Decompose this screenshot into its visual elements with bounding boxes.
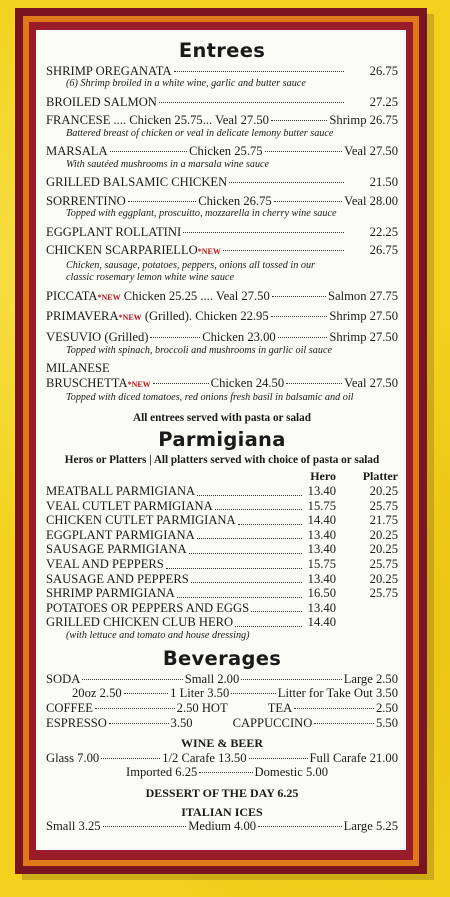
- leader-dots: [150, 337, 200, 338]
- menu-item-primavera: [46, 309, 398, 326]
- leader-dots: [294, 708, 374, 709]
- leader-dots: [258, 826, 342, 827]
- leader-dots: [101, 758, 160, 759]
- new-badge: *NEW: [97, 292, 121, 302]
- menu-item-espresso-cappuccino: [46, 716, 398, 731]
- item-price-veal: Veal 28.00: [344, 193, 399, 208]
- item-description: With sautéed mushrooms in a marsala wine sauce: [66, 158, 270, 170]
- hero-price: 13.40: [307, 600, 336, 615]
- menu-item-vesuvio: [46, 330, 398, 345]
- item-name: EGGPLANT ROLLATINI: [46, 224, 182, 239]
- cappuccino-price: 5.50: [375, 715, 398, 730]
- hero-price: 13.40: [307, 571, 336, 586]
- item-name: BRUSCHETTA: [46, 375, 128, 390]
- soda-20oz: 20oz 2.50: [72, 686, 122, 701]
- item-name: CHICKEN SCARPARIELLO: [46, 243, 198, 258]
- platter-price: 21.75: [369, 513, 398, 528]
- item-description: Chicken, sausage, potatoes, peppers, onions all tossed in our classic rosemary lemon white wine sauce: [66, 259, 316, 284]
- leader-dots: [191, 569, 302, 584]
- item-name-line1: MILANESE: [46, 360, 110, 375]
- leader-dots: [271, 316, 328, 317]
- hero-price: 15.75: [307, 498, 336, 513]
- parmigiana-row: [46, 601, 398, 616]
- leader-dots: [82, 679, 182, 680]
- leader-dots: [249, 758, 308, 759]
- hero-price: 15.75: [307, 556, 336, 571]
- item-price: 21.50: [369, 175, 398, 190]
- item-name: GRILLED BALSAMIC CHICKEN: [46, 175, 228, 190]
- item-price: 26.75: [369, 63, 398, 78]
- leader-dots: [265, 151, 343, 152]
- item-name: SORRENTINO: [46, 193, 126, 208]
- platter-price: 25.75: [369, 498, 398, 513]
- platter-price: 20.25: [369, 483, 398, 498]
- leader-dots: [153, 383, 209, 384]
- beer-imported: Imported 6.25: [126, 765, 198, 780]
- dessert-of-the-day: DESSERT OF THE DAY 6.25: [145, 786, 299, 801]
- leader-dots: [159, 102, 344, 103]
- item-price-chicken: Chicken 24.50: [210, 375, 285, 390]
- platter-price: 20.25: [369, 571, 398, 586]
- menu-item-francese: [46, 113, 398, 128]
- menu-item-marsala: [46, 144, 398, 159]
- leader-dots: [166, 554, 302, 569]
- item-description: (6) Shrimp broiled in a white wine, garlic and butter sauce: [66, 78, 306, 90]
- leader-dots: [95, 708, 175, 709]
- parmigiana-row: [46, 499, 398, 514]
- coffee-price: 2.50 HOT: [176, 701, 228, 716]
- item-name: POTATOES OR PEPPERS AND EGGS: [46, 600, 250, 615]
- hero-price: 14.40: [307, 513, 336, 528]
- item-name: BROILED SALMON: [46, 94, 157, 109]
- soda-1-liter: 1 Liter 3.50: [170, 686, 230, 701]
- wine-beer-title: WINE & BEER: [180, 736, 263, 751]
- parmigiana-row: [46, 615, 398, 630]
- item-price-mid: Chicken 25.25 .... Veal 27.50: [123, 288, 270, 303]
- item-name: PRIMAVERA: [46, 309, 119, 324]
- beverages-title: Beverages: [162, 647, 282, 671]
- soda-take-out: Litter for Take Out 3.50: [277, 686, 398, 701]
- menu-item-soda: [46, 672, 398, 687]
- leader-dots: [229, 182, 343, 183]
- new-badge: *NEW: [197, 247, 221, 257]
- wine-carafe-row: [46, 751, 398, 766]
- item-name: MARSALA: [46, 144, 108, 159]
- platter-price: 20.25: [369, 527, 398, 542]
- item-name: VEAL CUTLET PARMIGIANA: [46, 498, 213, 513]
- item-name: SHRIMP PARMIGIANA: [46, 586, 175, 601]
- item-name: MEATBALL PARMIGIANA: [46, 483, 196, 498]
- hero-price: 13.40: [307, 483, 336, 498]
- leader-dots: [286, 383, 342, 384]
- hero-price: 13.40: [307, 542, 336, 557]
- item-price: 22.25: [369, 224, 398, 239]
- new-badge: *NEW: [118, 313, 142, 323]
- leader-dots: [128, 201, 196, 202]
- item-name: CHICKEN CUTLET PARMIGIANA: [46, 513, 236, 528]
- menu-item-coffee-tea: [46, 701, 398, 716]
- leader-dots: [109, 723, 169, 724]
- column-platter: Platter: [362, 469, 398, 484]
- item-name: PICCATA: [46, 288, 98, 303]
- hero-price: 13.40: [307, 527, 336, 542]
- hero-price: 14.40: [307, 615, 336, 630]
- leader-dots: [241, 679, 341, 680]
- cappuccino-name: CAPPUCCINO: [232, 715, 313, 730]
- leader-dots: [278, 337, 328, 338]
- item-name: EGGPLANT PARMIGIANA: [46, 527, 195, 542]
- item-name: VEAL AND PEPPERS: [46, 556, 164, 571]
- tea-price: 2.50: [375, 701, 398, 716]
- leader-dots: [223, 250, 344, 251]
- menu-item-piccata: [46, 289, 398, 306]
- menu-item-soda-sizes: [46, 686, 398, 701]
- leader-dots: [183, 232, 344, 233]
- leader-dots: [251, 598, 302, 613]
- espresso-name: ESPRESSO: [46, 715, 107, 730]
- leader-dots: [124, 693, 168, 694]
- menu-item-broiled-salmon: [46, 95, 398, 110]
- parmigiana-list: [46, 484, 398, 630]
- leader-dots: [197, 481, 302, 496]
- menu-item-milanese-bruschetta: [46, 376, 398, 393]
- leader-dots: [199, 772, 252, 773]
- item-name: VESUVIO (Grilled): [46, 329, 149, 344]
- parmigiana-name-cell: [46, 615, 304, 630]
- beer-domestic: Domestic 5.00: [254, 765, 328, 780]
- entrees-note: All entrees served with pasta or salad: [133, 411, 311, 424]
- menu-item-shrimp-oreganata: [46, 64, 398, 79]
- item-name: FRANCESE .... Chicken 25.75... Veal 27.50: [46, 113, 269, 128]
- leader-dots: [103, 826, 187, 827]
- item-description: Topped with spinach, broccoli and mushrooms in garlic oil sauce: [66, 344, 333, 356]
- menu-item-grilled-balsamic-chicken: [46, 175, 398, 190]
- leader-dots: [235, 612, 302, 627]
- item-price: Shrimp 27.50: [329, 329, 398, 344]
- ices-medium: Medium 4.00: [188, 819, 257, 834]
- beer-row: [46, 765, 398, 780]
- menu-item-sorrentino: [46, 194, 398, 209]
- tea-name: TEA: [267, 701, 293, 716]
- menu-content: [46, 40, 398, 834]
- leader-dots: [174, 71, 344, 72]
- wine-half-carafe: 1/2 Carafe 13.50: [162, 750, 247, 765]
- italian-ices-row: [46, 819, 398, 834]
- platter-price: 25.75: [369, 556, 398, 571]
- parmigiana-title: Parmigiana: [158, 428, 286, 452]
- item-description: Topped with eggplant, proscuitto, mozzarella in cherry wine sauce: [66, 208, 337, 220]
- column-hero: Hero: [310, 469, 336, 484]
- entrees-title: Entrees: [178, 39, 266, 62]
- item-price: 26.75: [369, 243, 398, 258]
- item-price: Shrimp 26.75: [329, 113, 398, 128]
- wine-full-carafe: Full Carafe 21.00: [309, 750, 399, 765]
- leader-dots: [271, 120, 327, 121]
- coffee-name: COFFEE: [46, 701, 93, 716]
- espresso-price: 3.50: [170, 715, 193, 730]
- leader-dots: [314, 723, 374, 724]
- item-price-chicken: Chicken 25.75: [189, 144, 263, 159]
- menu-item-eggplant-rollatini: [46, 225, 398, 240]
- leader-dots: [189, 539, 302, 554]
- wine-glass: Glass 7.00: [46, 750, 100, 765]
- leader-dots: [231, 693, 275, 694]
- leader-dots: [110, 151, 188, 152]
- item-price-large: Large 2.50: [343, 671, 399, 686]
- item-price: Shrimp 27.50: [329, 309, 398, 324]
- item-price-mid: (Grilled). Chicken 22.95: [144, 309, 269, 324]
- item-description: Topped with diced tomatoes, red onions fresh basil in balsamic and oil: [66, 392, 354, 404]
- leader-dots: [197, 525, 302, 540]
- item-name: SHRIMP OREGANATA: [46, 63, 172, 78]
- item-price-mid: Chicken 23.00: [202, 329, 276, 344]
- item-name: SAUSAGE PARMIGIANA: [46, 542, 187, 557]
- parmigiana-row: [46, 586, 398, 601]
- leader-dots: [215, 496, 302, 511]
- italian-ices-title: ITALIAN ICES: [181, 804, 263, 819]
- new-badge: *NEW: [127, 379, 151, 389]
- item-price-veal: Veal 27.50: [344, 144, 398, 159]
- menu-item-chicken-scarpariello: [46, 243, 398, 260]
- item-price: Salmon 27.75: [328, 288, 398, 303]
- leader-dots: [177, 583, 302, 598]
- leader-dots: [238, 510, 302, 525]
- leader-dots: [272, 296, 326, 297]
- leader-dots: [274, 201, 342, 202]
- item-price-veal: Veal 27.50: [344, 375, 398, 390]
- item-price: 27.25: [369, 94, 398, 109]
- item-description: Battered breast of chicken or veal in delicate lemony butter sauce: [66, 127, 334, 139]
- ices-large: Large 5.25: [343, 819, 398, 834]
- parmigiana-subtitle: Heros or Platters | All platters served with choice of pasta or salad: [64, 453, 380, 466]
- item-name: GRILLED CHICKEN CLUB HERO: [46, 615, 234, 630]
- club-hero-description: (with lettuce and tomato and house dressing): [66, 629, 250, 641]
- ices-small: Small 3.25: [46, 819, 101, 834]
- platter-price: 20.25: [369, 542, 398, 557]
- item-price-chicken: Chicken 26.75: [198, 193, 272, 208]
- item-name: SAUSAGE AND PEPPERS: [46, 571, 189, 586]
- hero-price: 16.50: [307, 586, 336, 601]
- item-name: SODA: [46, 671, 81, 686]
- item-price-small: Small 2.00: [184, 671, 240, 686]
- platter-price: 25.75: [369, 586, 398, 601]
